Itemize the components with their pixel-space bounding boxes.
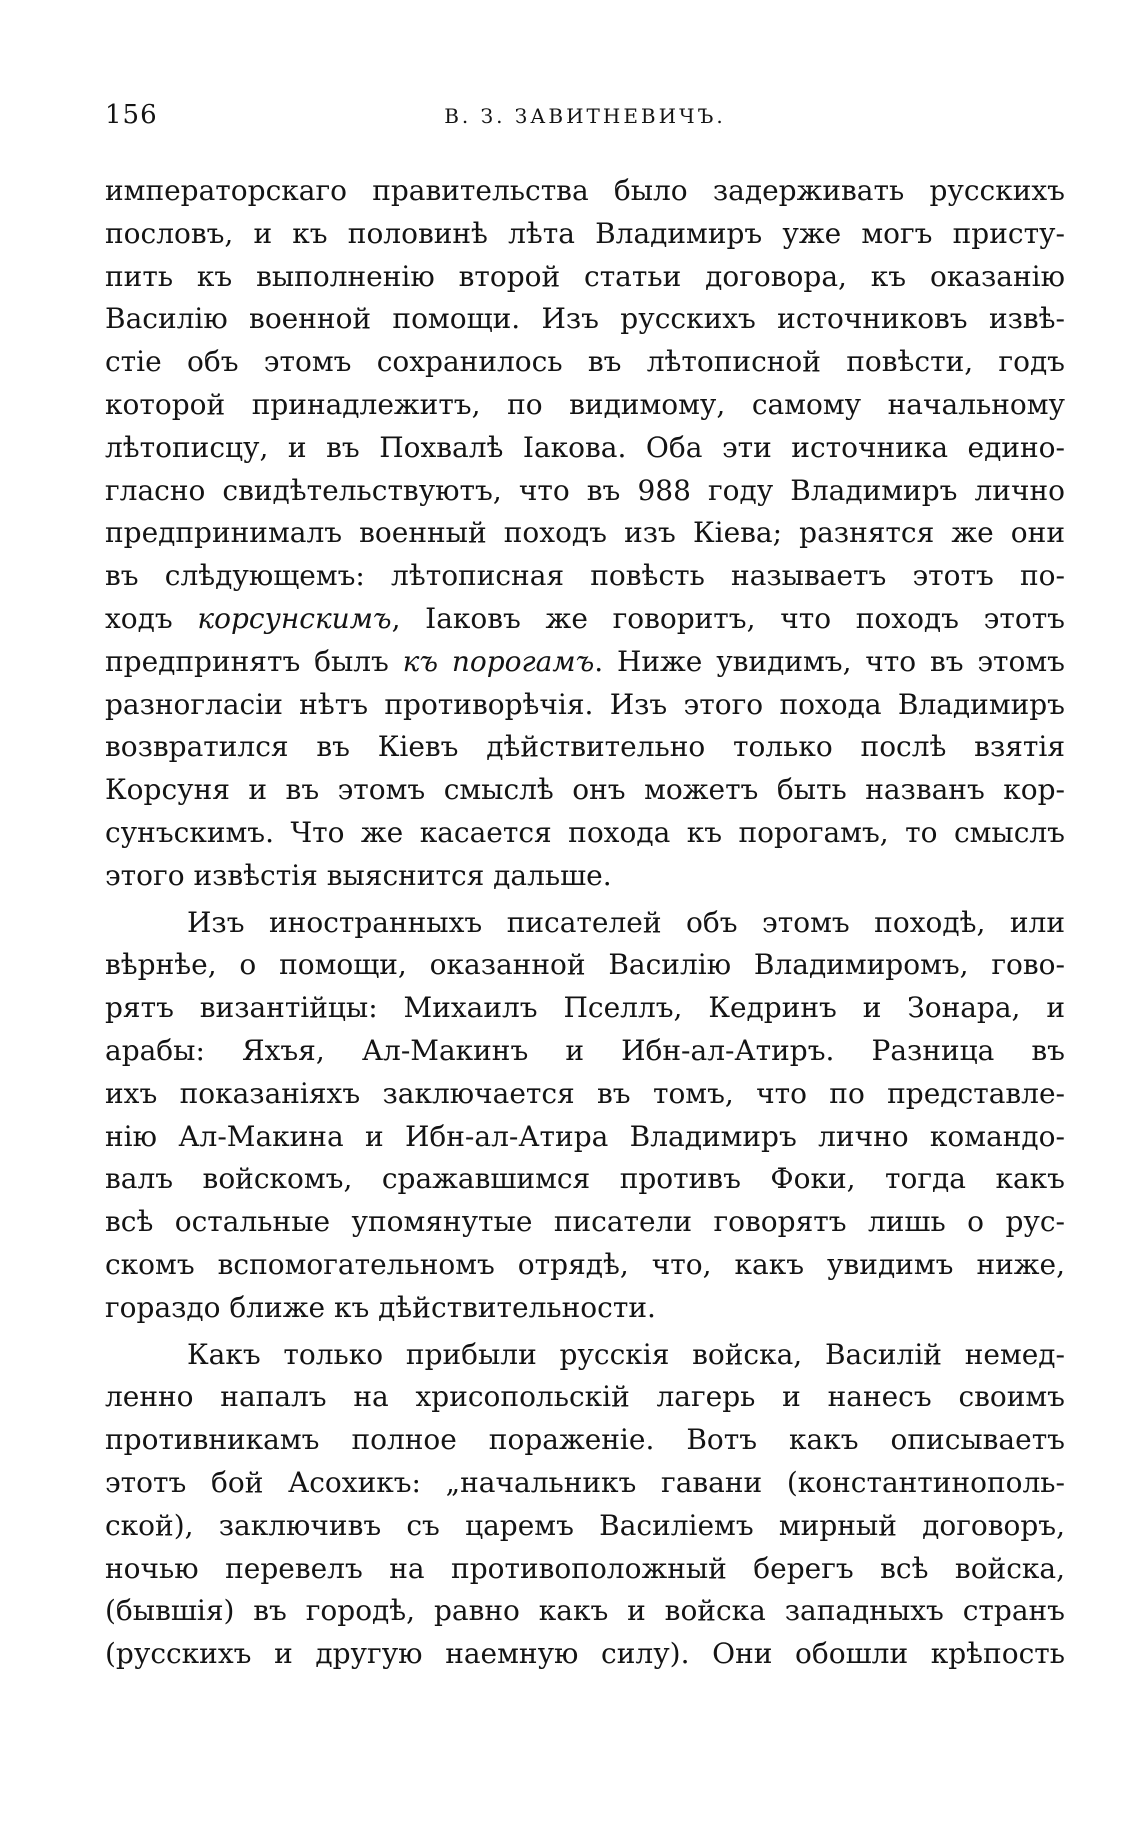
text-line: вѣрнѣе, о помощи, оказанной Василію Владимиромъ, гово- <box>105 948 1065 982</box>
page-header <box>105 100 1065 134</box>
text-segment: ходъ <box>105 601 198 635</box>
body-text <box>105 170 1065 1676</box>
paragraph-2 <box>105 902 1065 1330</box>
text-line: противникамъ полное пораженіе. Вотъ какъ описываетъ <box>105 1423 1065 1457</box>
text-line <box>105 641 1065 684</box>
page-number: 156 <box>105 100 158 130</box>
text-line: нію Ал-Макина и Ибн-ал-Атира Владимиръ лично командо- <box>105 1119 1065 1153</box>
text-segment: . Ниже увидимъ, что въ этомъ <box>594 644 1065 678</box>
text-line <box>105 598 1065 641</box>
text-line: этого извѣстія выяснится дальше. <box>105 858 612 892</box>
text-line: рятъ византійцы: Михаилъ Пселлъ, Кедринъ и Зонара, и <box>105 991 1065 1025</box>
text-line: стіе объ этомъ сохранилось въ лѣтописной повѣсти, годъ <box>105 345 1065 379</box>
text-line: ской), заключивъ съ царемъ Василіемъ мирный договоръ, <box>105 1508 1065 1542</box>
running-head: В. З. ЗАВИТНЕВИЧЪ. <box>444 104 726 128</box>
text-line: (бывшія) въ городѣ, равно какъ и войска западныхъ странъ <box>105 1594 1065 1628</box>
text-line: предпринималъ военный походъ изъ Кіева; разнятся же они <box>105 516 1065 550</box>
italic-term: къ порогамъ <box>402 644 595 678</box>
text-line: гласно свидѣтельствуютъ, что въ 988 году Владимиръ лично <box>105 473 1065 507</box>
text-line: скомъ вспомогательномъ отрядѣ, что, какъ увидимъ ниже, <box>105 1247 1065 1281</box>
text-segment: , Іаковъ же говоритъ, что походъ этотъ <box>391 601 1065 635</box>
text-line: ночью перевелъ на противоположный берегъ всѣ войска, <box>105 1551 1065 1585</box>
text-line: въ слѣдующемъ: лѣтописная повѣсть называетъ этотъ по- <box>105 559 1065 593</box>
text-line: всѣ остальные упомянутые писатели говорятъ лишь о рус- <box>105 1205 1065 1239</box>
text-line: валъ войскомъ, сражавшимся противъ Фоки, тогда какъ <box>105 1162 1065 1196</box>
text-line: разногласіи нѣтъ противорѣчія. Изъ этого похода Владимиръ <box>105 687 1065 721</box>
text-line: этотъ бой Асохикъ: „начальникъ гавани (константинополь- <box>105 1465 1065 1499</box>
text-line: возвратился въ Кіевъ дѣйствительно только послѣ взятія <box>105 730 1065 764</box>
text-line: Корсуня и въ этомъ смыслѣ онъ можетъ быть названъ кор- <box>105 773 1065 807</box>
text-line: арабы: Яхъя, Ал-Макинъ и Ибн-ал-Атиръ. Разница въ <box>105 1033 1065 1067</box>
text-segment: предпринятъ былъ <box>105 644 403 678</box>
text-line: Какъ только прибыли русскія войска, Василій немед- <box>187 1337 1065 1371</box>
text-line: гораздо ближе къ дѣйствительности. <box>105 1290 656 1324</box>
text-line: императорскаго правительства было задерживать русскихъ <box>105 174 1065 207</box>
paragraph-3 <box>105 1334 1065 1676</box>
text-line: пить къ выполненію второй статьи договора, къ оказанію <box>105 259 1065 293</box>
text-line: Василію военной помощи. Изъ русскихъ источниковъ извѣ- <box>105 302 1065 336</box>
text-line: (русскихъ и другую наемную силу). Они обошли крѣпость <box>105 1637 1065 1671</box>
text-line: ленно напалъ на хрисопольскій лагерь и нанесъ своимъ <box>105 1380 1065 1414</box>
text-line: лѣтописцу, и въ Похвалѣ Іакова. Оба эти источника едино- <box>105 430 1065 464</box>
text-line: которой принадлежитъ, по видимому, самому начальному <box>105 387 1065 421</box>
text-line: ихъ показаніяхъ заключается въ томъ, что по представле- <box>105 1076 1065 1110</box>
text-line: пословъ, и къ половинѣ лѣта Владимиръ уже могъ присту- <box>105 216 1065 250</box>
paragraph-1 <box>105 170 1065 898</box>
italic-term: корсунскимъ <box>197 601 392 635</box>
text-line: Изъ иностранныхъ писателей объ этомъ походѣ, или <box>187 905 1065 939</box>
text-line: сунъскимъ. Что же касается похода къ порогамъ, то смыслъ <box>105 815 1065 849</box>
